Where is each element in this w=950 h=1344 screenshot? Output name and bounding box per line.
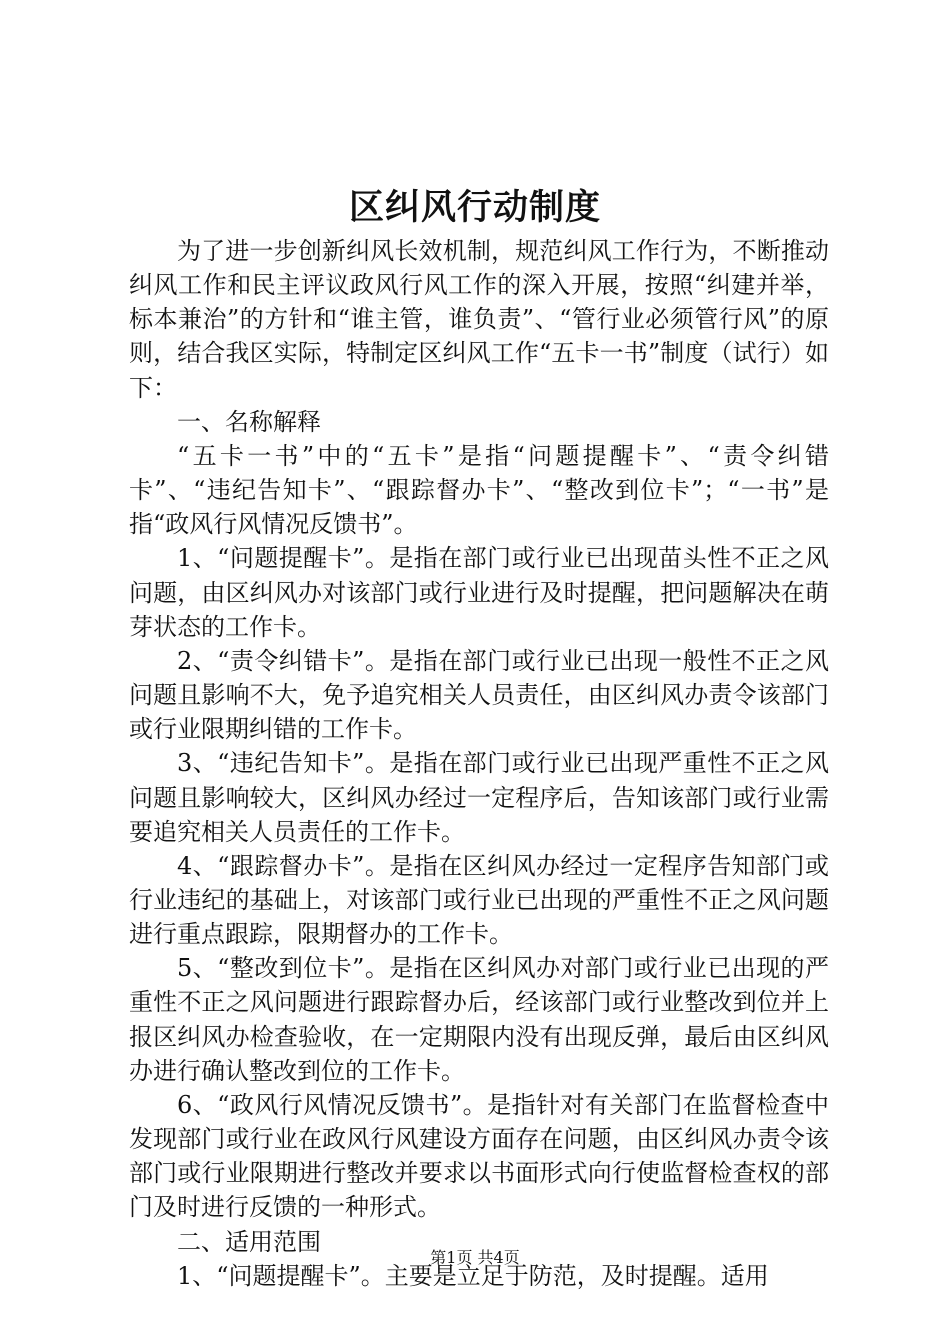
paragraph-scope-item-1: 1、“问题提醒卡”。主要是立足于防范，及时提醒。适用: [177, 1261, 769, 1290]
document-body: [129, 234, 829, 1293]
paragraph-five-cards-one-book: “五卡一书”中的“五卡”是指“问题提醒卡”、“责令纠错卡”、“违纪告知卡”、“跟踪督办卡”、“整改到位卡”；“一书”是指“政风行风情况反馈书”。: [129, 441, 829, 539]
paragraph-item-3: 3、“违纪告知卡”。是指在部门或行业已出现严重性不正之风问题且影响较大，区纠风办经过一定程序后，告知该部门或行业需要追究相关人员责任的工作卡。: [129, 749, 829, 846]
paragraph-item-2: 2、“责令纠错卡”。是指在部门或行业已出现一般性不正之风问题且影响不大，免予追究相关人员责任，由区纠风办责令该部门或行业限期纠错的工作卡。: [129, 646, 829, 744]
section-heading-scope: 二、适用范围: [177, 1227, 321, 1256]
paragraph-item-5: 5、“整改到位卡”。是指在区纠风办对部门或行业已出现的严重性不正之风问题进行跟踪督办后，经该部门或行业整改到位并上报区纠风办检查验收，在一定期限内没有出现反弹，最后由区纠风办进行确认整改到位的工作卡。: [129, 954, 829, 1085]
paragraph-item-4: 4、“跟踪督办卡”。是指在区纠风办经过一定程序告知部门或行业违纪的基础上，对该部门或行业已出现的严重性不正之风问题进行重点跟踪，限期督办的工作卡。: [129, 851, 829, 949]
paragraph-item-6: 6、“政风行风情况反馈书”。是指针对有关部门在监督检查中发现部门或行业在政风行风建设方面存在问题，由区纠风办责令该部门或行业限期进行整改并要求以书面形式向行使监督检查权的部门及时进行反馈的一种形式。: [129, 1090, 829, 1222]
document-title: 区纠风行动制度: [348, 187, 601, 228]
paragraph-item-1: 1、“问题提醒卡”。是指在部门或行业已出现苗头性不正之风问题，由区纠风办对该部门或行业进行及时提醒，把问题解决在萌芽状态的工作卡。: [129, 544, 829, 641]
page-number-footer: 第1页 共4页: [430, 1248, 520, 1267]
section-heading-definitions: 一、名称解释: [177, 407, 321, 436]
paragraph-intro: 为了进一步创新纠风长效机制，规范纠风工作行为，不断推动纠风工作和民主评议政风行风工作的深入开展，按照“纠建并举，标本兼治”的方针和“谁主管，谁负责”、“管行业必须管行风”的原则，结合我区实际，特制定区纠风工作“五卡一书”制度（试行）如下：: [129, 237, 829, 402]
